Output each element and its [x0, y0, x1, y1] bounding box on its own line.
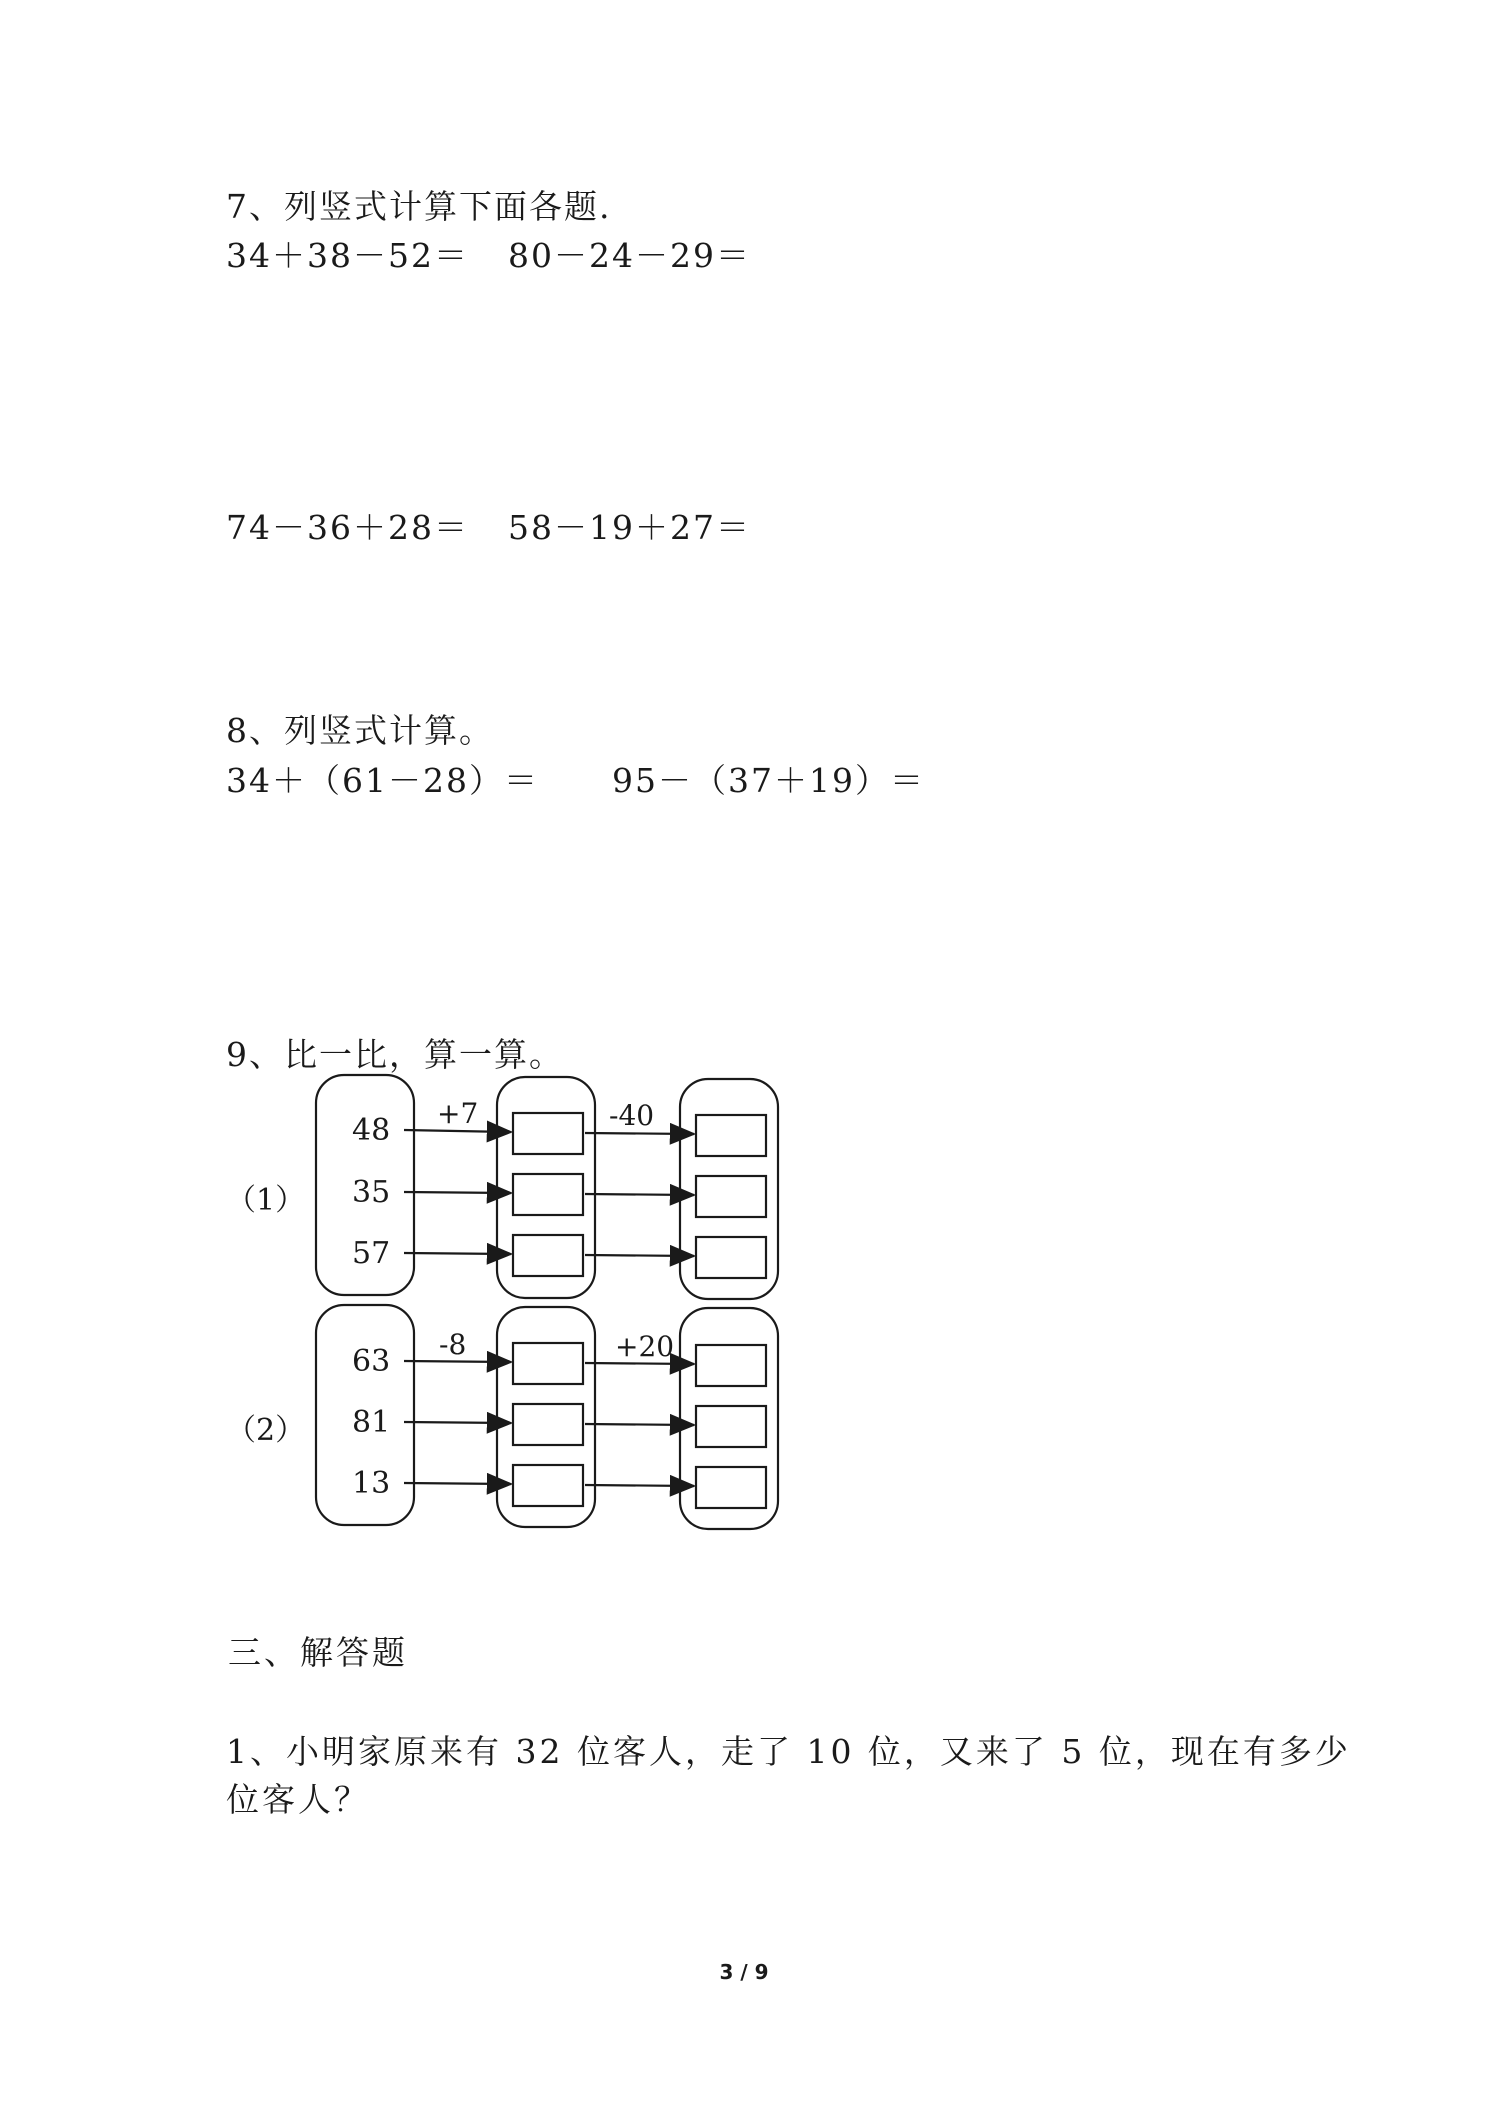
- group1-label: （1）: [226, 1183, 306, 1218]
- group1-op2: -40: [609, 1099, 655, 1132]
- group2-mid-box-1: [513, 1343, 583, 1384]
- group2-label: （2）: [226, 1413, 306, 1448]
- problem-1-line-1: 1、小明家原来有 32 位客人，走了 10 位，又来了 5 位，现在有多少: [226, 1732, 1351, 1771]
- q7-expr-1: 34＋38－52＝: [226, 236, 469, 275]
- group2-number-1: 63: [352, 1344, 391, 1379]
- group1-number-1: 48: [352, 1113, 391, 1148]
- q7-expr-4: 58－19＋27＝: [508, 508, 751, 547]
- q8-title: 8、列竖式计算。: [226, 711, 494, 750]
- q8-expr-2: 95－（37＋19）＝: [612, 761, 925, 800]
- group2-mid-box-3: [513, 1465, 583, 1506]
- group2-out-box-1: [696, 1345, 766, 1386]
- group2-out-box-2: [696, 1406, 766, 1447]
- group1-mid-box-1: [513, 1113, 583, 1154]
- group1-mid-box-3: [513, 1235, 583, 1276]
- group2-op1: -8: [439, 1328, 467, 1361]
- problem-1: [226, 1728, 1351, 1824]
- group2-number-3: 13: [352, 1466, 391, 1501]
- group2-out-box-3: [696, 1467, 766, 1508]
- group1-out-box-3: [696, 1237, 766, 1278]
- group2-out-container: [680, 1308, 778, 1529]
- group2-op2: +20: [615, 1330, 675, 1363]
- group2-mid-container: [497, 1307, 595, 1527]
- group1-mid-container: [497, 1077, 595, 1298]
- group1-number-3: 57: [352, 1236, 391, 1271]
- group1-op1: +7: [437, 1097, 479, 1130]
- q7-title: 7、列竖式计算下面各题.: [226, 187, 612, 226]
- group1-mid-box-2: [513, 1174, 583, 1215]
- group1-out-container: [680, 1079, 778, 1299]
- page-number: 3 / 9: [719, 1960, 769, 1984]
- group1-number-2: 35: [352, 1175, 391, 1210]
- q7-expr-3: 74－36＋28＝: [226, 508, 469, 547]
- section-title: 三、解答题: [228, 1633, 408, 1672]
- q7-expr-2: 80－24－29＝: [508, 236, 751, 275]
- group1-out-box-1: [696, 1115, 766, 1156]
- problem-1-line-2: 位客人？: [226, 1780, 370, 1819]
- group1-out-box-2: [696, 1176, 766, 1217]
- q8-expr-1: 34＋（61－28）＝: [226, 761, 539, 800]
- group2-mid-box-2: [513, 1404, 583, 1445]
- group2-number-2: 81: [352, 1405, 391, 1440]
- q9-title: 9、比一比，算一算。: [226, 1035, 564, 1074]
